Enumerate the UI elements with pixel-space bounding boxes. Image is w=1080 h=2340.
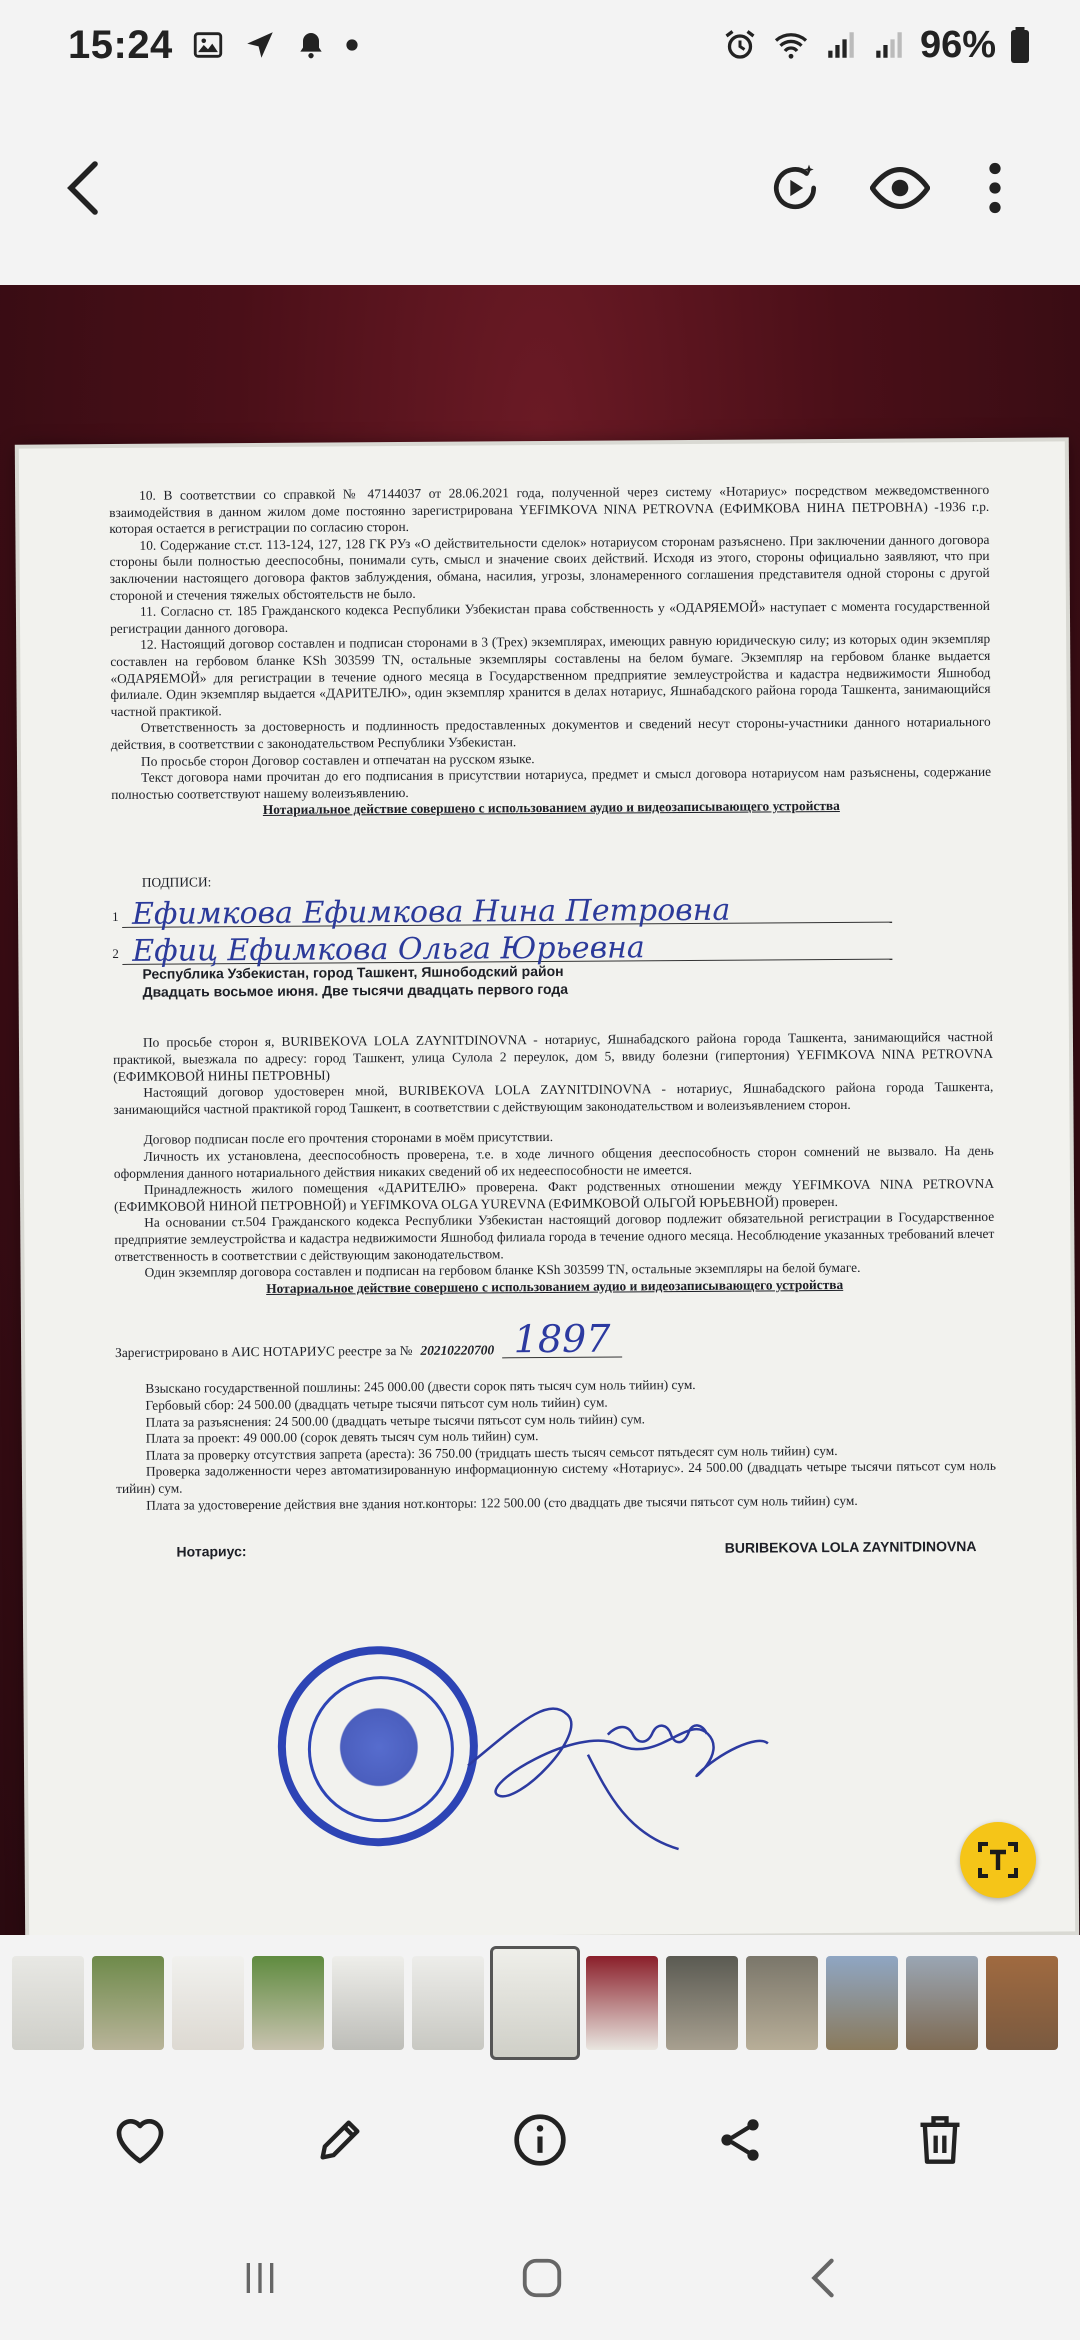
signatures-label: ПОДПИСИ: — [141, 874, 212, 890]
view-button[interactable] — [855, 90, 945, 285]
thumbnail[interactable] — [826, 1956, 898, 2050]
thumbnail[interactable] — [666, 1956, 738, 2050]
thumbnail[interactable] — [12, 1956, 84, 2050]
signal-2-icon — [872, 28, 906, 62]
notary-label: Нотариус: — [176, 1543, 247, 1560]
home-button[interactable] — [519, 2255, 565, 2306]
home-icon — [519, 2255, 565, 2301]
thumbnail[interactable] — [92, 1956, 164, 2050]
notary-paragraph: Договор подписан после его прочтения сторонами в моём присутствии. — [143, 1129, 554, 1148]
doc-paragraph: 12. Настоящий договор составлен и подписан сторонами в 3 (Трех) экземплярах, имеющих равную юридическую силу; из которых один экземпляр составлен на гербовом бланке KSh 303599 TN, остальные экземпляры составлены на белом бумаге. Экземпляр на гербовом бланке выдается «ОДАРЯЕМОЙ» для регистрации в течение одного месяца в Государственном предприятие землеустройства и кадастра недвижимости Яшнобод филиале. Один экземпляр выдается «ДАРИТЕЛЮ», один экземпляр хранится в делах нотариус, Яшнабадского района города Ташкента, занимающийся частной практикой. — [110, 631, 991, 719]
notary-signature — [457, 1683, 788, 1855]
doc-paragraph: 10. В соответствии со справкой № 47144037 от 28.06.2021 года, полученной через систему «Нотариус» посредством межведомственного взаимодействия в данном жилом доме постоянно зарегистрирована YEFIMKOVA NINA PETROVNA (ЕФИМКОВА НИНА ПЕТРОВНА) -1936 г.р. которая остается в регистрации по согласию сторон. — [109, 481, 990, 537]
signature-1: Ефимкова Ефимкова Нина Петровна — [131, 892, 731, 932]
system-nav-bar — [0, 2220, 1080, 2340]
text-scan-icon — [974, 1836, 1022, 1884]
notary-paragraph: Один экземпляр договора составлен и подписан на гербовом бланке KSh 303599 TN, остальные экземпляры на белой бумаге. — [144, 1260, 861, 1280]
registered-label: Зарегистрировано в АИС НОТАРИУС реестре за № — [115, 1342, 413, 1360]
eye-icon — [870, 160, 930, 216]
thumbnail-selected[interactable] — [492, 1948, 578, 2058]
signature-2: Ефиц Ефимкова Ольга Юрьевна — [132, 930, 645, 969]
bottom-actions — [0, 2060, 1080, 2220]
registration-line — [115, 1318, 995, 1361]
fee-line: Плата за проверку отсутствия запрета (ареста): 36 750.00 (тридцать шесть тысяч семьсот пятьдесят сум ноль тийин) сум. — [145, 1442, 838, 1463]
share-button[interactable] — [690, 2090, 790, 2190]
doc-paragraph: 11. Согласно ст. 185 Гражданского кодекса Республики Узбекистан права собственность у «ОДАРЯЕМОЙ» наступает с момента государственной регистрации данного договора. — [110, 598, 990, 636]
heart-icon — [112, 2114, 168, 2166]
signal-icon — [824, 28, 858, 62]
fee-line: Гербовый сбор: 24 500.00 (двадцать четыре тысячи пятьсот сум ноль тийин) сум. — [145, 1394, 608, 1413]
info-icon — [512, 2112, 568, 2168]
fee-line: Проверка задолженности через автоматизированную информационную систему «Нотариус». 24 500.00 (двадцать четыре тысячи пятьсот сум ноль тийин) сум. — [116, 1458, 996, 1496]
thumbnail[interactable] — [986, 1956, 1058, 2050]
notary-line — [116, 1538, 996, 1561]
chevron-left-icon — [804, 2255, 840, 2301]
dot-notification-icon — [345, 38, 359, 52]
notary-paragraph: Принадлежность жилого помещения «ДАРИТЕЛЮ» проверена. Факт родственных отношении между YEFIMKOVA NINA PETROVNA (ЕФИМКОВОЙ НИНОЙ ПЕТРОВНОЙ) и YEFIMKOVA OLGA YUREVNA (ЕФИМКОВОЙ ОЛЬГОЙ ЮРЬЕВНОЙ) проверен. — [114, 1176, 995, 1214]
fee-line: Взыскано государственной пошлины: 245 000.00 (двести сорок пять тысяч сум ноль тийин) сум. — [145, 1377, 696, 1397]
thumbnail[interactable] — [586, 1956, 658, 2050]
recent-apps-icon — [240, 2258, 280, 2298]
notary-paragraph: Настоящий договор удостоверен мной, BURIBEKOVA LOLA ZAYNITDINOVNA - нотариус, Яшнабадского района города Ташкента, занимающийся частной практикой город Ташкент, в соответствии с действующим законодательством и волеизъявлением сторон. — [113, 1079, 994, 1117]
recording-note: Нотариальное действие совершено с использованием аудио и видеозаписывающего устройства — [262, 798, 840, 818]
doc-paragraph: Текст договора нами прочитан до его подписания в присутствии нотариуса, предмет и смысл договора нотариусом нам разъяснены, содержание полностью соответствуют нашему волеизъявлению. — [111, 763, 992, 802]
thumbnail[interactable] — [412, 1956, 484, 2050]
location-line-2: Двадцать восьмое июня. Две тысячи двадцать первого года — [142, 981, 569, 1001]
trash-icon — [916, 2114, 964, 2166]
gallery-notification-icon — [191, 28, 225, 62]
details-button[interactable] — [490, 2090, 590, 2190]
thumbnail[interactable] — [746, 1956, 818, 2050]
thumbnail-strip[interactable] — [0, 1945, 1080, 2060]
signature-line-2: 2 Ефиц Ефимкова Ольга Юрьевна — [122, 923, 892, 965]
back-button[interactable] — [40, 90, 130, 285]
photo-viewer[interactable] — [0, 285, 1080, 1935]
signatures-block — [112, 869, 993, 969]
recording-note-2: Нотариальное действие совершено с использованием аудио и видеозаписывающего устройства — [266, 1276, 844, 1296]
status-time: 15:24 — [68, 22, 173, 67]
edit-button[interactable] — [290, 2090, 390, 2190]
fee-line: Плата за проект: 49 000.00 (сорок девять тысяч сум ноль тийин) сум. — [145, 1428, 539, 1446]
alarm-icon — [722, 27, 758, 63]
recent-apps-button[interactable] — [240, 2258, 280, 2303]
doc-paragraph: 10. Содержание ст.ст. 113-124, 127, 128 ГК РУз «О действительности сделок» нотариусом сторонам разъяснено. При заключении данного договора стороны были полностью дееспособны, понимали суть, смысл и значение своих действий. Исходя из этого, стороны официально заявляют, что при заключении настоящего договора фактов заблуждения, обмана, насилия, угрозы, злонамеренного соглашения представителя одной стороны с другой стороной и стечения тяжелых обстоятельств не было. — [109, 531, 990, 603]
notary-paragraph: По просьбе сторон я, BURIBEKOVA LOLA ZAYNITDINOVNA - нотариус, Яшнабадского района города Ташкента, занимающийся частной практикой, выезжала по адресу: город Ташкент, улица Сулола 2 переулок, дом 5, ввиду болезни (гипертония) YEFIMKOVA NINA PETROVNA (ЕФИМКОВОЙ НИНЫ ПЕТРОВНЫ) — [113, 1029, 994, 1084]
fee-line: Плата за удостоверение действия вне здания нот.конторы: 122 500.00 (сто двадцать две тысячи пятьсот сум ноль тийин) сум. — [146, 1492, 858, 1513]
thumbnail[interactable] — [906, 1956, 978, 2050]
registry-number: 20210220700 — [420, 1342, 495, 1358]
more-options-button[interactable] — [955, 90, 1035, 285]
document-sheet — [19, 441, 1075, 1935]
notary-paragraph: Личность их установлена, дееспособность проверена, т.е. в ходе личного общения дееспособность сторон сомнений не вызвало. На день оформления данного нотариального действия никаких сведений об их недееспособности не имеется. — [113, 1142, 994, 1181]
notary-seal — [277, 1645, 478, 1846]
ocr-button[interactable] — [960, 1822, 1036, 1898]
arrow-left-icon — [61, 160, 109, 216]
navigation-notification-icon — [243, 28, 277, 62]
thumbnail[interactable] — [332, 1956, 404, 2050]
thumbnail[interactable] — [172, 1956, 244, 2050]
battery-percentage: 96% — [919, 23, 996, 66]
viewer-toolbar — [0, 90, 1080, 285]
bell-notification-icon — [295, 29, 327, 61]
favorite-button[interactable] — [90, 2090, 190, 2190]
fee-line: Плата за разъяснения: 24 500.00 (двадцать четыре тысячи пятьсот сум ноль тийин) сум. — [145, 1410, 646, 1430]
pencil-icon — [314, 2114, 366, 2166]
system-back-button[interactable] — [804, 2255, 840, 2306]
remaster-button[interactable] — [750, 90, 840, 285]
thumbnail[interactable] — [252, 1956, 324, 2050]
delete-button[interactable] — [890, 2090, 990, 2190]
wifi-icon — [772, 27, 810, 63]
share-icon — [714, 2114, 766, 2166]
battery-icon — [1010, 27, 1030, 63]
doc-paragraph: Ответственность за достоверность и подлинность предоставленных документов и сведений несут стороны-участники данного нотариального действия, в соответствии с законодательством Республики Узбекистан. — [110, 714, 991, 752]
remaster-icon — [767, 160, 823, 216]
document-text — [109, 482, 996, 1561]
more-vertical-icon — [987, 162, 1003, 214]
handwritten-number: 1897 — [502, 1321, 622, 1359]
location-line-1: Республика Узбекистан, город Ташкент, Яшнободский район — [142, 963, 564, 983]
notary-paragraph: На основании ст.504 Гражданского кодекса Республики Узбекистан настоящий договор подлежит обязательной регистрации в Государственное предприятие землеустройства и кадастра недвижимости Яшнобод филиала города в течение одного месяца. Несоблюдение указанных требований влечет ответственность в соответствии с действующим законодательством. — [114, 1209, 995, 1264]
status-bar — [0, 0, 1080, 90]
doc-paragraph: По просьбе сторон Договор составлен и отпечатан на русском языке. — [140, 750, 535, 769]
signature-line-1: 1 Ефимкова Ефимкова Нина Петровна — [122, 886, 892, 928]
notary-name: BURIBEKOVA LOLA ZAYNITDINOVNA — [724, 1538, 977, 1556]
